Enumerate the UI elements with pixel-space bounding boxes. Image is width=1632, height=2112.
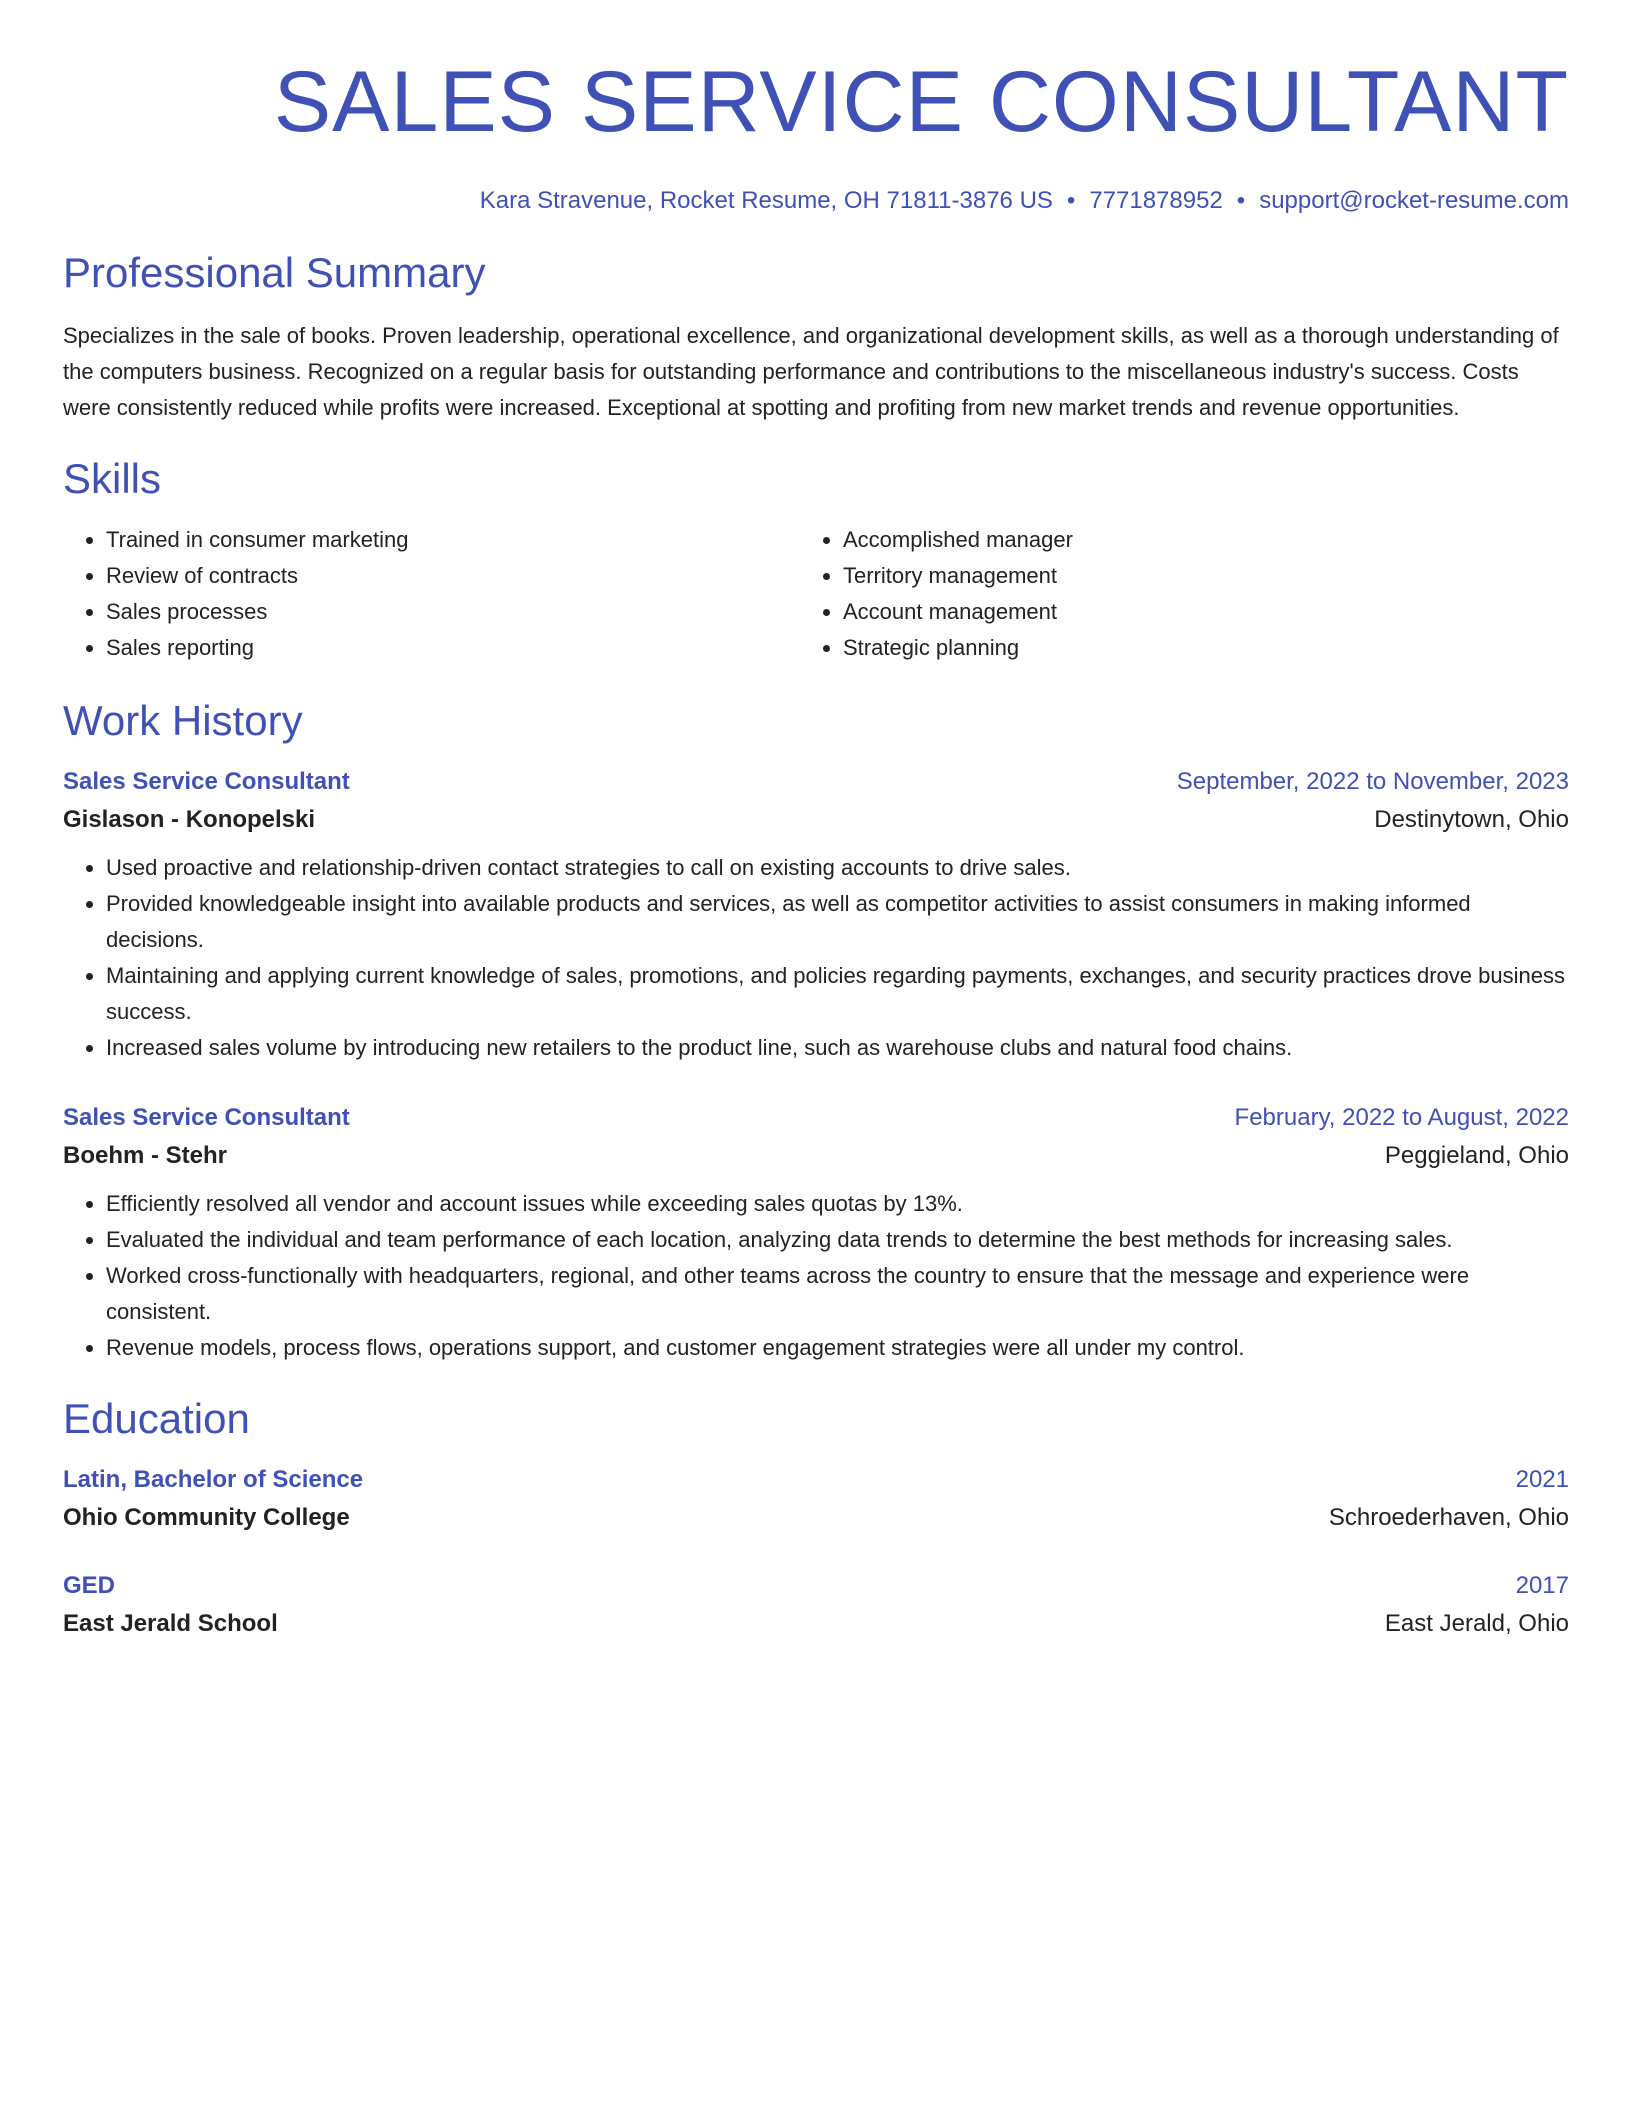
job-entry: [63, 764, 1569, 1066]
skills-grid: [63, 522, 1569, 666]
job-company: Gislason - Konopelski: [63, 806, 316, 833]
job-location: Destinytown, Ohio: [1374, 806, 1569, 833]
job-bullet: • Evaluated the individual and team performance of each location, analyzing data trends to determine the best methods for increasing sales.: [106, 1222, 1569, 1258]
job-bullet: • Used proactive and relationship-driven contact strategies to call on existing accounts to drive sales.: [106, 850, 1569, 886]
job-bullets: [63, 1186, 1569, 1366]
skill-item: • Territory management: [843, 558, 1537, 594]
job-title-row: [63, 1100, 1569, 1136]
contact-separator: •: [1236, 187, 1246, 214]
job-company-row: [63, 800, 1569, 840]
job-title: Sales Service Consultant: [63, 768, 350, 795]
contact-separator: •: [1066, 187, 1076, 214]
resume-title: SALES SERVICE CONSULTANT: [273, 54, 1569, 150]
job-bullets: [63, 850, 1569, 1066]
education-degree-row: [63, 1462, 1569, 1498]
contact-address: Kara Stravenue, Rocket Resume, OH 71811-3876 US: [479, 187, 1053, 214]
skill-item: • Sales processes: [106, 594, 800, 630]
job-bullet: • Provided knowledgeable insight into available products and services, as well as competitor activities to assist consumers in making informed decisions.: [106, 886, 1569, 958]
education-location: Schroederhaven, Ohio: [1328, 1504, 1569, 1531]
job-bullet: • Revenue models, process flows, operations support, and customer engagement strategies were all under my control.: [106, 1330, 1569, 1366]
job-company: Boehm - Stehr: [63, 1142, 228, 1169]
education-school: East Jerald School: [63, 1610, 278, 1637]
job-bullet: • Worked cross-functionally with headquarters, regional, and other teams across the country to ensure that the message and experience were consistent.: [106, 1258, 1569, 1330]
education-school: Ohio Community College: [63, 1504, 350, 1531]
job-dates: September, 2022 to November, 2023: [1176, 768, 1569, 795]
education-school-row: [63, 1498, 1569, 1538]
education-school-row: [63, 1604, 1569, 1644]
job-bullet: • Efficiently resolved all vendor and account issues while exceeding sales quotas by 13%.: [106, 1186, 1569, 1222]
professional-summary-section: [63, 248, 1569, 426]
skill-item: • Trained in consumer marketing: [106, 522, 800, 558]
job-location: Peggieland, Ohio: [1384, 1142, 1569, 1169]
skills-column-right: [800, 522, 1537, 666]
contact-email-link[interactable]: support@rocket-resume.com: [1259, 187, 1569, 214]
education-degree-row: [63, 1568, 1569, 1604]
job-bullet: • Increased sales volume by introducing new retailers to the product line, such as warehouse clubs and natural food chains.: [106, 1030, 1569, 1066]
work-history-section: [63, 696, 1569, 1366]
education-entry: [63, 1462, 1569, 1538]
education-degree: Latin, Bachelor of Science: [63, 1466, 364, 1493]
skills-section: [63, 454, 1569, 666]
skill-item: • Review of contracts: [106, 558, 800, 594]
education-section: [63, 1394, 1569, 1644]
section-heading-skills: Skills: [63, 455, 162, 502]
contact-line: [63, 186, 1569, 216]
summary-text: Specializes in the sale of books. Proven leadership, operational excellence, and organizational development skills, as well as a thorough understanding of the computers business. Recognized on a regular basis for outstanding performance and contributions to the miscellaneous industry's success. Costs were consistently reduced while profits were increased. Exceptional at spotting and profiting from new market trends and revenue opportunities.: [63, 323, 1559, 420]
education-entry: [63, 1568, 1569, 1644]
skills-column-left: [63, 522, 800, 666]
section-heading-education: Education: [63, 1395, 250, 1442]
job-dates: February, 2022 to August, 2022: [1234, 1104, 1569, 1131]
section-heading-work-history: Work History: [63, 697, 303, 744]
education-year: 2021: [1515, 1466, 1569, 1493]
job-company-row: [63, 1136, 1569, 1176]
job-title: Sales Service Consultant: [63, 1104, 350, 1131]
resume-header: [63, 52, 1569, 216]
job-entry: [63, 1100, 1569, 1366]
skill-item: • Accomplished manager: [843, 522, 1537, 558]
job-title-row: [63, 764, 1569, 800]
skill-item: • Sales reporting: [106, 630, 800, 666]
contact-phone: 7771878952: [1089, 187, 1223, 214]
skill-item: • Account management: [843, 594, 1537, 630]
education-degree: GED: [63, 1572, 116, 1599]
skill-item: • Strategic planning: [843, 630, 1537, 666]
job-bullet: • Maintaining and applying current knowledge of sales, promotions, and policies regarding payments, exchanges, and security practices drove business success.: [106, 958, 1569, 1030]
education-location: East Jerald, Ohio: [1384, 1610, 1569, 1637]
education-year: 2017: [1515, 1572, 1569, 1599]
section-heading-summary: Professional Summary: [63, 249, 486, 296]
